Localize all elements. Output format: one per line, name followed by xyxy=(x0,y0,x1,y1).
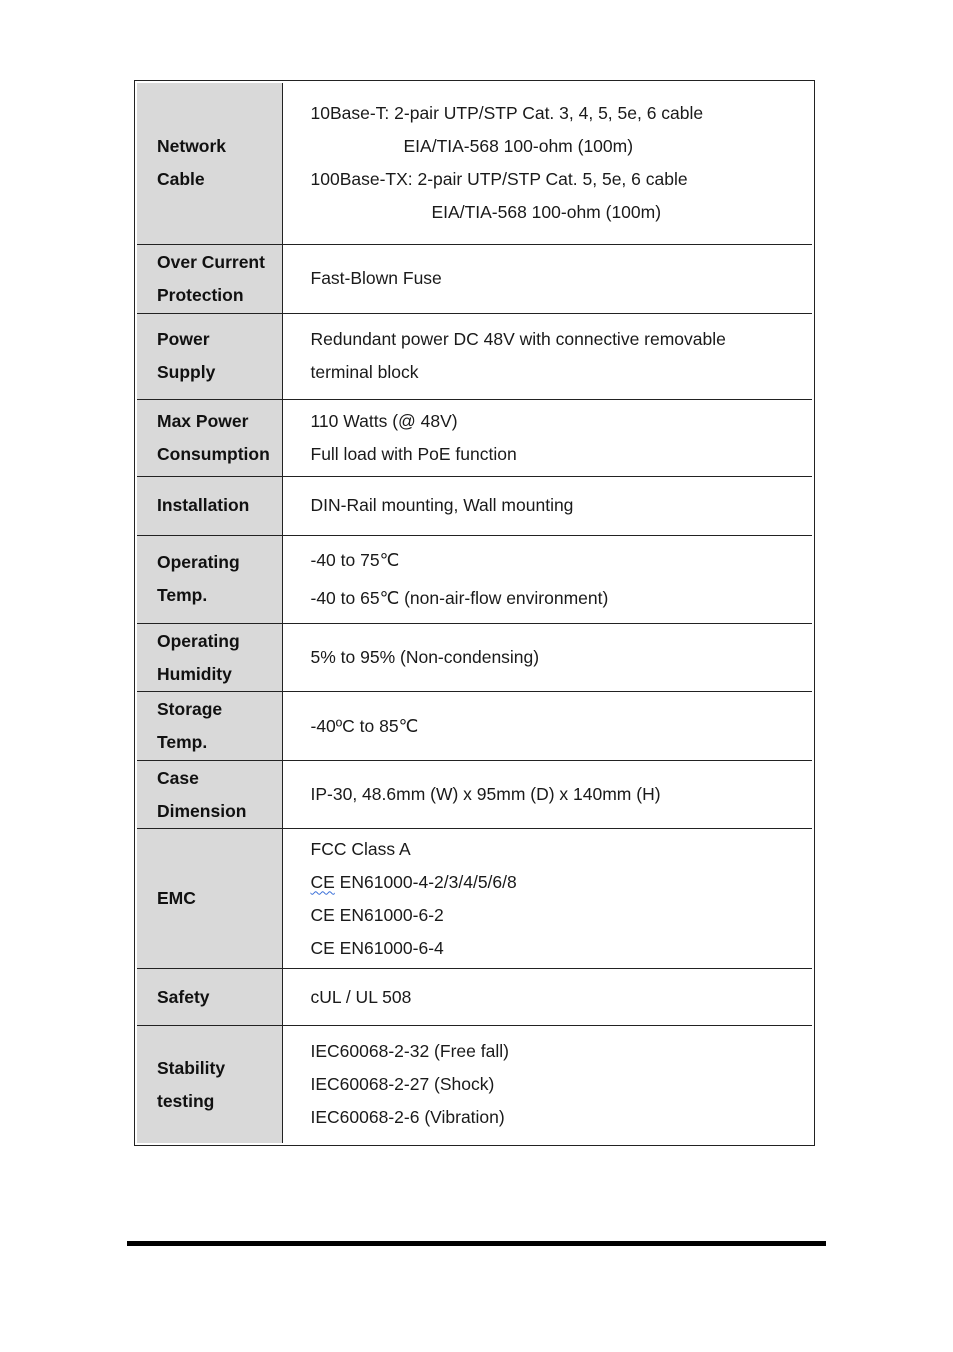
spec-value xyxy=(282,313,812,399)
spec-value-line: IP-30, 48.6mm (W) x 95mm (D) x 140mm (H) xyxy=(310,784,661,805)
spec-row-operating-temp xyxy=(137,535,812,623)
spec-label xyxy=(137,692,282,761)
spec-value-line: IEC60068-2-27 (Shock) xyxy=(310,1074,495,1095)
spec-label-line: Network xyxy=(157,136,227,157)
spec-row-case-dimension xyxy=(137,761,812,829)
spec-row-installation xyxy=(137,476,812,535)
spec-label-line: Consumption xyxy=(157,443,270,464)
spec-value-line xyxy=(311,866,813,899)
spec-label-line: Operating xyxy=(157,630,240,651)
spec-label xyxy=(137,969,282,1026)
spec-label-line: Cable xyxy=(157,169,205,190)
spec-row-max-power-consumption xyxy=(137,399,812,476)
spec-value-line: IEC60068-2-32 (Free fall) xyxy=(310,1041,509,1062)
spec-label-line: Power xyxy=(157,329,210,350)
spec-row-power-supply xyxy=(137,313,812,399)
spec-value-line: CE EN61000-6-2 xyxy=(310,904,444,925)
spec-label-line: Humidity xyxy=(157,663,232,684)
spec-label-line: Temp. xyxy=(157,585,208,606)
spec-value-line: Fast-Blown Fuse xyxy=(310,268,442,289)
spec-value xyxy=(282,83,812,244)
spec-value xyxy=(282,829,812,969)
spec-label-line: Supply xyxy=(157,362,216,383)
spec-label-line: Protection xyxy=(157,284,244,305)
spec-value-line: -40 to 75℃ xyxy=(310,550,400,571)
spec-value xyxy=(282,969,812,1026)
spec-label xyxy=(137,399,282,476)
spec-label-line: Safety xyxy=(157,986,210,1007)
spec-row-storage-temp xyxy=(137,692,812,761)
spec-label-line: Operating xyxy=(157,552,240,573)
spec-value xyxy=(282,244,812,313)
spec-value xyxy=(282,1026,812,1143)
spec-value-line: EIA/TIA-568 100-ohm (100m) xyxy=(403,136,634,157)
spec-row-network-cable xyxy=(137,83,812,244)
spec-value-line: Redundant power DC 48V with connective removable xyxy=(310,329,726,350)
spec-value-line: terminal block xyxy=(310,362,419,383)
spec-label xyxy=(137,623,282,691)
spec-value-line: 5% to 95% (Non-condensing) xyxy=(310,647,540,667)
spec-value xyxy=(282,692,812,761)
spec-label xyxy=(137,761,282,829)
spec-row-operating-humidity xyxy=(137,623,812,691)
spec-label-line: testing xyxy=(157,1090,215,1111)
spec-value-line: -40ºC to 85℃ xyxy=(310,715,419,736)
spec-value-line: IEC60068-2-6 (Vibration) xyxy=(310,1107,505,1128)
spec-label-line: Temp. xyxy=(157,732,208,753)
spec-row-emc xyxy=(137,829,812,969)
spec-value-line: EIA/TIA-568 100-ohm (100m) xyxy=(431,202,662,223)
spec-label xyxy=(137,313,282,399)
spec-value xyxy=(282,476,812,535)
spec-label xyxy=(137,83,282,244)
spec-label xyxy=(137,829,282,969)
spec-label-line: Installation xyxy=(157,495,250,516)
spec-value xyxy=(282,399,812,476)
spec-value-line: 10Base-T: 2-pair UTP/STP Cat. 3, 4, 5, 5e, 6 cable xyxy=(310,103,704,124)
spec-label-line: Max Power xyxy=(157,410,249,431)
spec-label-line: Storage xyxy=(157,699,223,720)
spec-value-line: cUL / UL 508 xyxy=(310,986,412,1007)
spec-value-line: -40 to 65℃ (non-air-flow environment) xyxy=(310,588,609,609)
spec-value xyxy=(282,761,812,829)
spec-label-line: Stability xyxy=(157,1057,226,1078)
spec-value-line: 110 Watts (@ 48V) xyxy=(310,410,458,431)
spec-label-line: EMC xyxy=(157,888,196,909)
spec-label xyxy=(137,476,282,535)
footer-rule xyxy=(127,1241,826,1246)
spec-label xyxy=(137,244,282,313)
spec-value-line: CE EN61000-6-4 xyxy=(310,937,444,958)
specifications-table xyxy=(134,80,815,1146)
spec-label-line: Over Current xyxy=(157,251,265,272)
spec-label xyxy=(137,535,282,623)
spelling-underline-word: CE xyxy=(310,871,335,892)
spec-value-line: Full load with PoE function xyxy=(310,443,517,464)
spec-value xyxy=(282,535,812,623)
spec-value-line: FCC Class A xyxy=(310,838,411,859)
spec-value-line: DIN-Rail mounting, Wall mounting xyxy=(310,495,574,516)
spec-row-over-current-protection xyxy=(137,244,812,313)
spec-value-text: EN61000-4-2/3/4/5/6/8 xyxy=(334,871,517,892)
spec-value-line: 100Base-TX: 2-pair UTP/STP Cat. 5, 5e, 6 cable xyxy=(310,169,688,190)
spec-value xyxy=(282,623,812,691)
spec-label xyxy=(137,1026,282,1143)
spec-row-stability-testing xyxy=(137,1026,812,1143)
spec-label-line: Case xyxy=(157,767,199,788)
spec-label-line: Dimension xyxy=(157,800,247,821)
spec-row-safety xyxy=(137,969,812,1026)
